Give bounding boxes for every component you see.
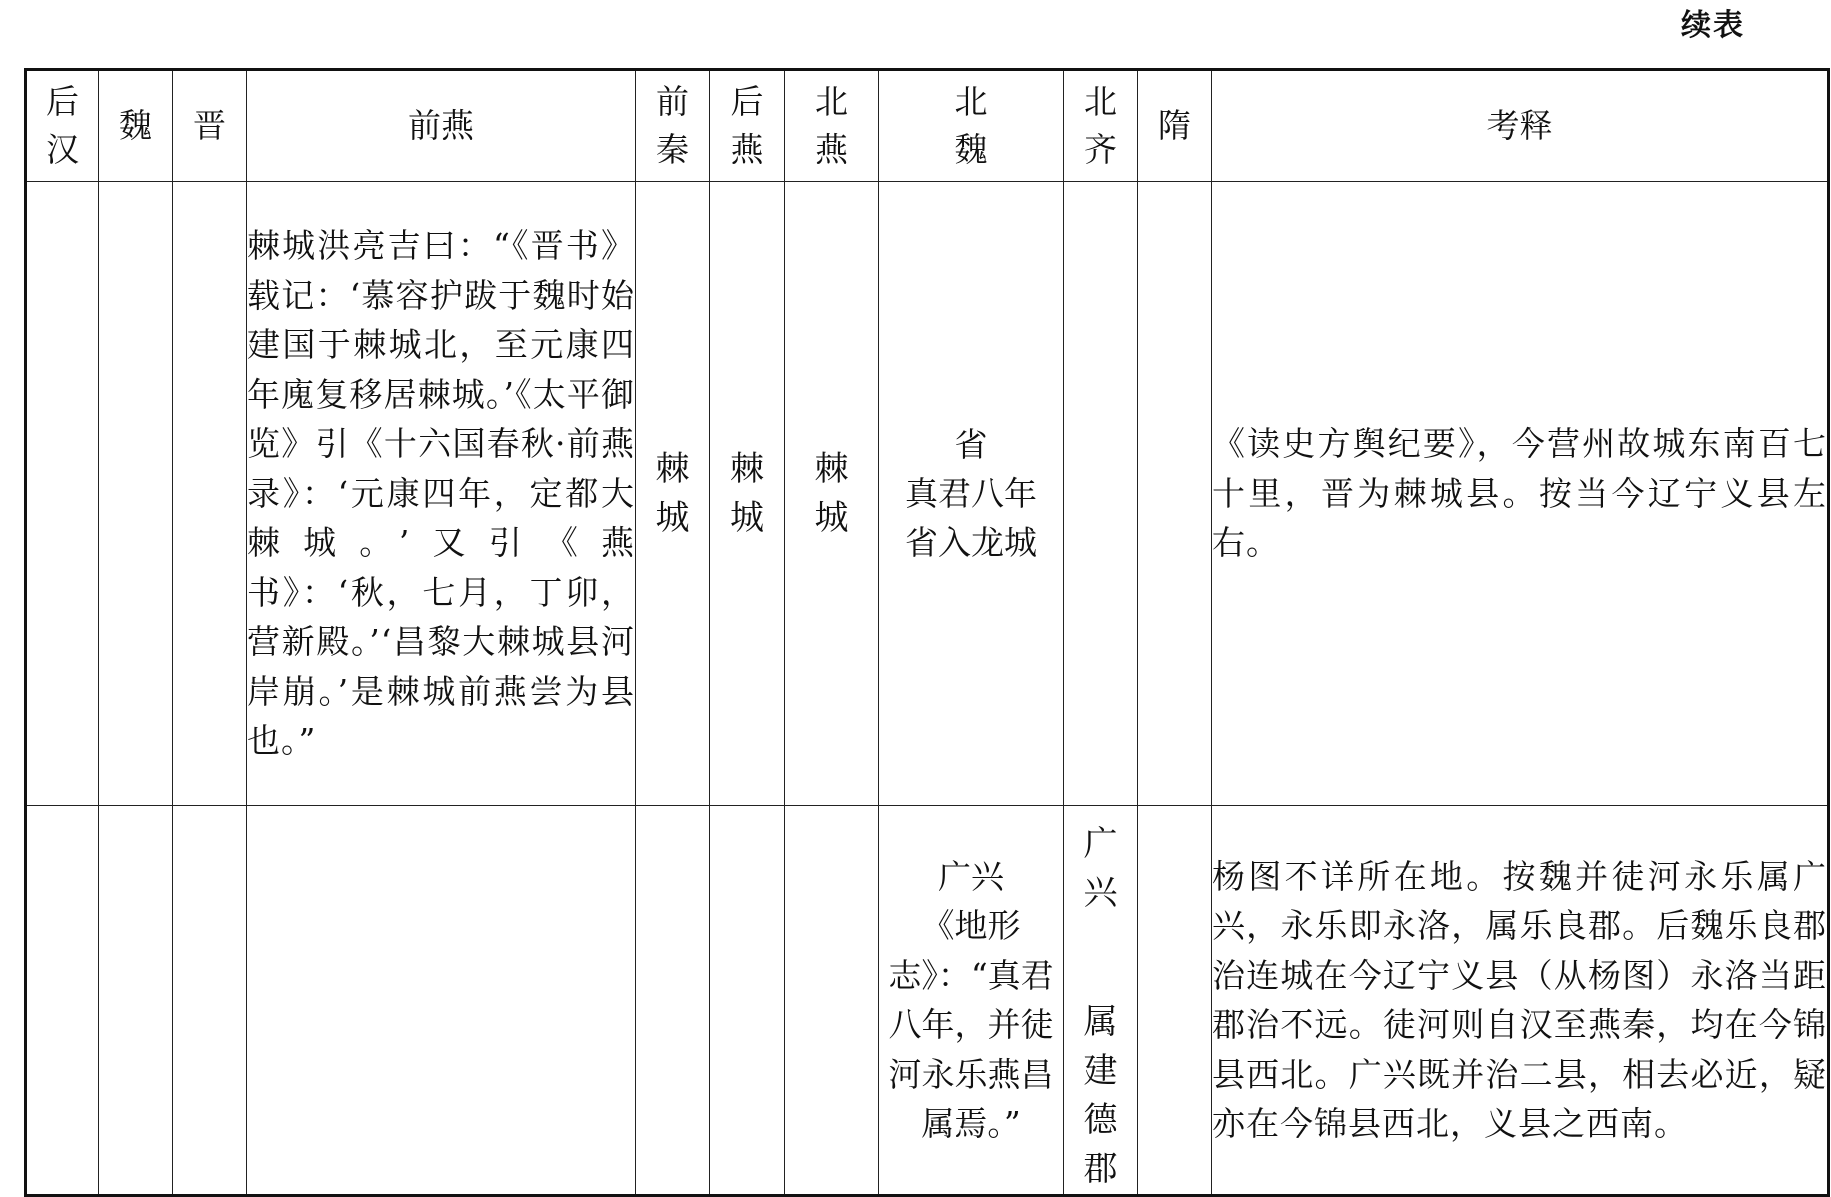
cell-kaoshi: 杨图不详所在地。按魏并徒河永乐属广兴，永乐即永洛，属乐良郡。后魏乐良郡治连城在今辽宁义县（从杨图）永洛当距郡治不远。徒河则自汉至燕秦，均在今锦县西北。广兴既并治二县，相去必近，疑亦在今锦县西北，义县之西南。 xyxy=(1212,806,1829,1196)
header-row xyxy=(26,70,1829,182)
cell-hou-yan: 棘城 xyxy=(710,182,785,806)
cell-qian-qin xyxy=(636,806,710,1196)
header-hou-yan: 后燕 xyxy=(710,70,785,182)
header-jin: 晋 xyxy=(173,70,247,182)
cell-wei xyxy=(99,806,173,1196)
bei-wei-note-1: 真君八年 xyxy=(905,474,1037,513)
cell-qian-yan: 棘城洪亮吉曰：“《晋书》载记：‘慕容护跋于魏时始建国于棘城北，至元康四年廆复移居棘城。’《太平御览》引《十六国春秋·前燕录》：‘元康四年，定都大棘城。’又引《燕书》：‘秋，七月，丁卯，营新殿。’‘昌黎大棘城县河岸崩。’是棘城前燕尝为县也。” xyxy=(247,182,636,806)
cell-hou-han xyxy=(26,182,99,806)
header-wei: 魏 xyxy=(99,70,173,182)
header-bei-yan: 北燕 xyxy=(785,70,879,182)
cell-kaoshi: 《读史方舆纪要》，今营州故城东南百七十里，晋为棘城县。按当今辽宁义县左右。 xyxy=(1212,182,1829,806)
table-row xyxy=(26,182,1829,806)
cell-bei-wei xyxy=(879,806,1064,1196)
cell-sui xyxy=(1138,806,1212,1196)
bei-wei-name: 广兴 xyxy=(938,856,1004,896)
bei-wei-note-1: 《地形志》：“真君八年，并徒河永乐燕昌属焉。” xyxy=(888,906,1054,1143)
cell-hou-yan xyxy=(710,806,785,1196)
cell-bei-yan xyxy=(785,806,879,1196)
header-sui: 隋 xyxy=(1138,70,1212,182)
historical-commandery-table xyxy=(24,68,1830,1197)
cell-qian-qin: 棘城 xyxy=(636,182,710,806)
cell-sui xyxy=(1138,182,1212,806)
cell-bei-qi xyxy=(1064,182,1138,806)
header-bei-qi: 北齐 xyxy=(1064,70,1138,182)
cell-bei-wei xyxy=(879,182,1064,806)
header-qian-yan: 前燕 xyxy=(247,70,636,182)
header-kaoshi: 考释 xyxy=(1212,70,1829,182)
bei-qi-note: 属建德郡 xyxy=(1083,1002,1118,1189)
cell-bei-yan: 棘城 xyxy=(785,182,879,806)
cell-jin xyxy=(173,806,247,1196)
cell-hou-han xyxy=(26,806,99,1196)
cell-jin xyxy=(173,182,247,806)
cell-wei xyxy=(99,182,173,806)
table-row xyxy=(26,806,1829,1196)
bei-wei-name: 省 xyxy=(954,425,988,464)
header-hou-han: 后汉 xyxy=(26,70,99,182)
header-bei-wei: 北魏 xyxy=(879,70,1064,182)
bei-qi-name: 广兴 xyxy=(1083,824,1118,913)
continued-table-label: 续表 xyxy=(1681,8,1745,43)
cell-bei-qi xyxy=(1064,806,1138,1196)
bei-wei-note-2: 省入龙城 xyxy=(905,523,1037,562)
header-qian-qin: 前秦 xyxy=(636,70,710,182)
cell-qian-yan xyxy=(247,806,636,1196)
